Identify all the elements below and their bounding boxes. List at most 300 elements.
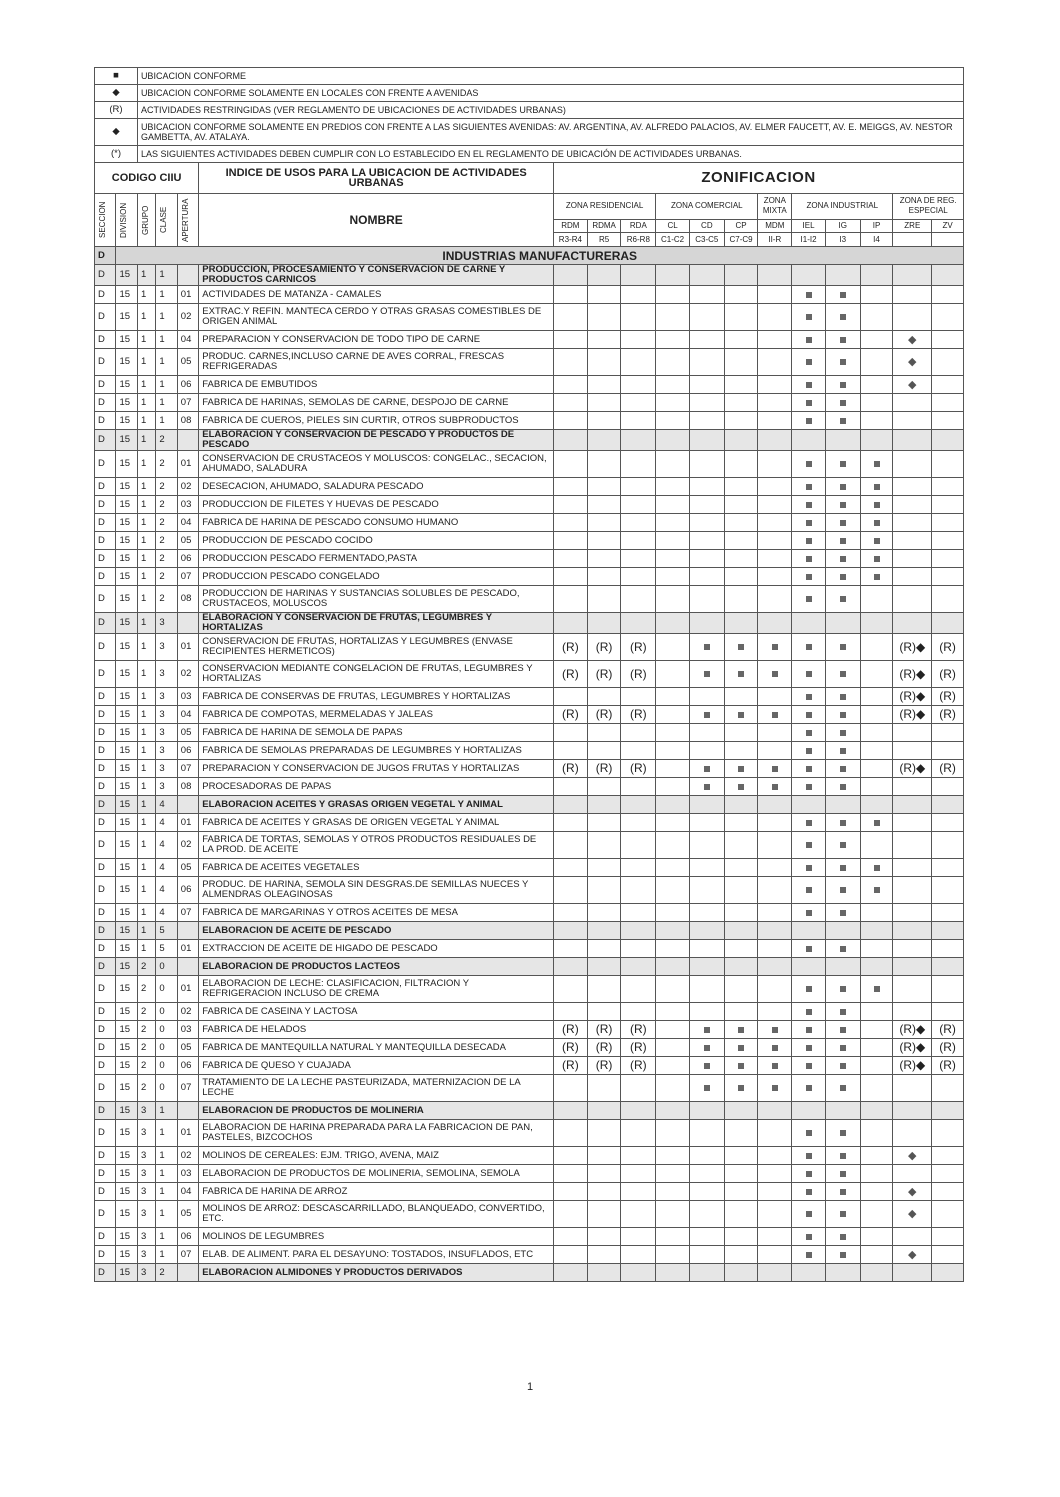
ciiu-code-cell: 1 (137, 778, 155, 796)
zone-mark-cell (792, 376, 826, 394)
table-row (95, 532, 964, 550)
conforme-mark-icon (806, 1009, 812, 1015)
zone-mark-cell (758, 904, 792, 922)
zone-mark-cell (758, 613, 792, 634)
zone-mark-cell (554, 568, 588, 586)
ciiu-code-cell: 07 (177, 1246, 198, 1264)
ciiu-code-cell: D (95, 1246, 116, 1264)
zone-mark-cell (932, 1264, 964, 1282)
zoning-table (94, 67, 964, 1282)
ciiu-code-cell: 1 (137, 760, 155, 778)
ciiu-code-cell: 07 (177, 394, 198, 412)
conforme-mark-icon (840, 1130, 846, 1136)
ciiu-code-cell: D (95, 496, 116, 514)
ciiu-code-cell: 15 (116, 904, 137, 922)
zone-code: CD (689, 219, 724, 233)
zone-mark-cell (656, 376, 690, 394)
zone-mark-cell (656, 496, 690, 514)
ciiu-code-cell: 02 (177, 661, 198, 688)
zone-mark-cell (587, 904, 621, 922)
conforme-mark-icon (840, 820, 846, 826)
zone-mark-cell (893, 1057, 932, 1075)
zone-mark-cell (825, 760, 860, 778)
legend-row (95, 68, 964, 85)
zone-mark-cell (621, 376, 656, 394)
zone-mark-cell (554, 634, 588, 661)
zone-mark-cell (860, 904, 893, 922)
zone-mark-cell (724, 412, 758, 430)
conforme-mark-icon (772, 784, 778, 790)
zone-mark-cell (554, 331, 588, 349)
zone-mark-cell (825, 394, 860, 412)
zone-mark-text: (R)◆ (899, 1040, 926, 1054)
zone-mark-cell (587, 1264, 621, 1282)
table-row (95, 742, 964, 760)
conforme-mark-icon (840, 1045, 846, 1051)
zone-mark-cell (554, 1246, 588, 1264)
zone-mark-cell (792, 661, 826, 688)
ciiu-code-cell: 5 (156, 922, 177, 940)
activity-name: ELABORACION Y CONSERVACION DE PESCADO Y PRODUCTOS DE PESCADO (199, 430, 554, 451)
ciiu-code-cell: 15 (116, 514, 137, 532)
zone-mark-cell (724, 478, 758, 496)
ciiu-code-cell: 1 (137, 304, 155, 331)
ciiu-code-cell: 15 (116, 1165, 137, 1183)
zone-mark-cell (621, 304, 656, 331)
table-row (95, 376, 964, 394)
zone-mark-cell (689, 958, 724, 976)
zone-mark-cell (792, 778, 826, 796)
conforme-mark-icon (806, 337, 812, 343)
zone-mark-cell (825, 331, 860, 349)
ciiu-code-cell: 3 (137, 1147, 155, 1165)
zone-mark-cell (860, 922, 893, 940)
zone-mark-cell (893, 1228, 932, 1246)
zone-mark-cell (860, 1075, 893, 1102)
zone-mark-cell (656, 304, 690, 331)
page-number: 1 (526, 1381, 534, 1393)
zone-mark-cell (932, 1246, 964, 1264)
zone-mark-cell (621, 550, 656, 568)
ciiu-code-cell: 1 (156, 265, 177, 286)
legend-text: UBICACION CONFORME SOLAMENTE EN PREDIOS CON FRENTE A LAS SIGUIENTES AVENIDAS: AV. ARGENTINA, AV. ALFREDO PALACIOS, AV. ELMER FAUCETT, AV. E. MEIGGS, AV. NESTOR GAMBETTA, AV. ATALAYA. (137, 119, 963, 146)
zone-mark-cell (758, 550, 792, 568)
zone-mark-cell (792, 1165, 826, 1183)
table-row (95, 940, 964, 958)
zone-mark-cell (621, 331, 656, 349)
ciiu-code-cell: 1 (156, 286, 177, 304)
zone-mark-cell (825, 661, 860, 688)
zone-mark-cell (860, 1165, 893, 1183)
ciiu-code-cell: 2 (137, 1075, 155, 1102)
zone-mark-cell (860, 304, 893, 331)
zone-mark-cell (724, 613, 758, 634)
zone-mark-cell (792, 1147, 826, 1165)
zone-mark-cell (825, 451, 860, 478)
zone-mark-cell (825, 514, 860, 532)
zone-mark-cell (689, 778, 724, 796)
zone-mark-cell (893, 778, 932, 796)
ciiu-code-cell: 06 (177, 742, 198, 760)
zone-subcode: I1-I2 (792, 233, 826, 247)
conforme-mark-icon (874, 556, 880, 562)
legend-symbol: (R) (95, 102, 138, 119)
conforme-mark-icon (704, 1027, 710, 1033)
zone-mark-cell (554, 613, 588, 634)
zone-mark-cell (587, 394, 621, 412)
zone-mark-cell (860, 514, 893, 532)
zone-mark-cell (724, 1201, 758, 1228)
ciiu-code-cell: 1 (137, 265, 155, 286)
zone-mark-cell (758, 286, 792, 304)
zone-mark-cell (893, 265, 932, 286)
table-row (95, 478, 964, 496)
ciiu-code-cell: D (95, 634, 116, 661)
conforme-mark-icon (874, 820, 880, 826)
zone-mark-cell (825, 613, 860, 634)
conforme-mark-icon (874, 484, 880, 490)
zone-mark-cell (932, 1165, 964, 1183)
zone-mark-cell (792, 706, 826, 724)
zone-mark-cell (587, 1039, 621, 1057)
zone-mark-cell (689, 613, 724, 634)
zone-mark-text: (R)◆ (899, 639, 926, 654)
ciiu-code-cell: D (95, 859, 116, 877)
zone-mark-cell (587, 496, 621, 514)
zone-mark-cell (554, 1003, 588, 1021)
activity-name: FABRICA DE HELADOS (199, 1021, 554, 1039)
zone-mark-cell (893, 661, 932, 688)
zone-mark-cell (724, 550, 758, 568)
zone-mark-cell (587, 877, 621, 904)
zone-mark-cell (689, 1246, 724, 1264)
ciiu-code-cell: 1 (156, 1183, 177, 1201)
ciiu-code-cell: 15 (116, 1228, 137, 1246)
zone-code: IEL (792, 219, 826, 233)
zone-mark-cell (587, 304, 621, 331)
zone-code: ZRE (893, 219, 932, 233)
ciiu-code-cell (177, 1102, 198, 1120)
conforme-mark-icon (840, 784, 846, 790)
zone-mark-cell (587, 796, 621, 814)
ciiu-code-cell: 1 (137, 496, 155, 514)
conforme-mark-icon (840, 1153, 846, 1159)
zone-mark-cell (621, 349, 656, 376)
zone-mark-cell (587, 613, 621, 634)
legend-symbol: ◆ (95, 85, 138, 102)
zone-mark-cell (554, 412, 588, 430)
zone-mark-cell (825, 796, 860, 814)
zone-mark-cell (893, 532, 932, 550)
zone-mark-cell (554, 286, 588, 304)
ciiu-code-cell: D (95, 796, 116, 814)
zone-mark-cell (932, 904, 964, 922)
ciiu-code-cell (177, 796, 198, 814)
zone-mark-cell (825, 1228, 860, 1246)
ciiu-code-cell: 1 (137, 922, 155, 940)
conforme-mark-icon (840, 1063, 846, 1069)
zone-mark-cell (587, 1057, 621, 1075)
zone-mark-cell (554, 976, 588, 1003)
zone-mark-cell (621, 586, 656, 613)
activity-name: ELABORACION ALMIDONES Y PRODUCTOS DERIVADOS (199, 1264, 554, 1282)
zone-mark-cell (656, 778, 690, 796)
activity-name: ELABORACION ACEITES Y GRASAS ORIGEN VEGETAL Y ANIMAL (199, 796, 554, 814)
zone-mark-cell (587, 586, 621, 613)
zone-mark-cell (860, 832, 893, 859)
table-row (95, 634, 964, 661)
col-nombre: NOMBRE (199, 194, 554, 247)
ciiu-code-cell: 4 (156, 859, 177, 877)
ciiu-code-cell: 1 (137, 514, 155, 532)
table-row (95, 286, 964, 304)
zone-mark-cell (689, 1228, 724, 1246)
legend-row (95, 102, 964, 119)
zone-mark-cell (758, 394, 792, 412)
table-row (95, 1165, 964, 1183)
zone-mark-cell (587, 451, 621, 478)
zone-mark-cell (724, 976, 758, 1003)
zone-mark-cell (724, 568, 758, 586)
zone-mark-cell (689, 451, 724, 478)
zone-mark-cell (656, 478, 690, 496)
zone-mark-cell (587, 1228, 621, 1246)
zone-mark-text: (R) (562, 761, 579, 775)
zone-mark-cell (621, 412, 656, 430)
zone-mark-cell (893, 742, 932, 760)
zone-mark-text: (R) (630, 1040, 647, 1054)
zone-mark-cell (792, 586, 826, 613)
zone-mark-cell (893, 514, 932, 532)
zone-mark-cell (932, 958, 964, 976)
ciiu-code-cell: 04 (177, 514, 198, 532)
zone-mark-cell (758, 532, 792, 550)
zone-mark-text: (R) (595, 666, 613, 681)
zone-mark-cell (689, 286, 724, 304)
activity-name: FABRICA DE MARGARINAS Y OTROS ACEITES DE MESA (199, 904, 554, 922)
zone-mark-cell (587, 265, 621, 286)
zone-mark-text: (R)◆ (899, 666, 926, 681)
ciiu-code-cell: 01 (177, 286, 198, 304)
conforme-mark-icon (806, 556, 812, 562)
zone-mark-cell (860, 796, 893, 814)
zone-mark-cell (893, 904, 932, 922)
zone-subcode: R5 (587, 233, 621, 247)
activity-name: ACTIVIDADES DE MATANZA - CAMALES (199, 286, 554, 304)
zone-mark-cell (758, 412, 792, 430)
zone-mark-cell (825, 586, 860, 613)
ciiu-code-cell: 1 (137, 550, 155, 568)
zone-mark-cell (758, 1201, 792, 1228)
zone-mark-text: (R)◆ (899, 761, 926, 775)
ciiu-code-cell: 15 (116, 661, 137, 688)
ciiu-code-cell: 04 (177, 331, 198, 349)
zone-mark-cell (587, 349, 621, 376)
zone-mark-cell (792, 349, 826, 376)
zone-mark-cell (554, 304, 588, 331)
conforme-mark-icon (840, 986, 846, 992)
table-row (95, 451, 964, 478)
ciiu-code-cell: 15 (116, 586, 137, 613)
ciiu-code-cell: 1 (137, 286, 155, 304)
zone-mark-cell (621, 877, 656, 904)
ciiu-code-cell: D (95, 940, 116, 958)
zone-mark-cell (825, 1120, 860, 1147)
ciiu-code-cell: D (95, 376, 116, 394)
zone-mark-cell (621, 859, 656, 877)
activity-name: ELABORACION DE PRODUCTOS DE MOLINERIA (199, 1102, 554, 1120)
zone-mark-cell (825, 1183, 860, 1201)
zone-mark-cell (860, 532, 893, 550)
zone-mark-cell (554, 265, 588, 286)
zone-mark-cell (621, 394, 656, 412)
zone-mark-cell (724, 451, 758, 478)
ciiu-code-cell: 15 (116, 550, 137, 568)
zone-mark-cell (724, 1102, 758, 1120)
conforme-mark-icon (806, 382, 812, 388)
zone-mark-cell (656, 742, 690, 760)
zone-mark-cell (621, 742, 656, 760)
zone-mark-cell (932, 1147, 964, 1165)
ciiu-code-cell: 0 (156, 1075, 177, 1102)
zone-mark-cell (621, 688, 656, 706)
conforme-mark-icon (806, 784, 812, 790)
zone-mark-cell (587, 430, 621, 451)
zone-mark-cell (932, 532, 964, 550)
ciiu-code-cell: 15 (116, 1075, 137, 1102)
ciiu-code-cell: D (95, 778, 116, 796)
zone-mark-text: (R)◆ (899, 1022, 926, 1036)
ciiu-code-cell: 0 (156, 958, 177, 976)
ciiu-code-cell: D (95, 1039, 116, 1057)
zone-mark-cell (860, 1039, 893, 1057)
zone-mark-cell (724, 1021, 758, 1039)
table-row (95, 331, 964, 349)
zone-mark-text: (R) (630, 761, 647, 775)
zone-mark-cell (932, 814, 964, 832)
zone-mark-cell (758, 877, 792, 904)
conforme-mark-icon (806, 946, 812, 952)
ciiu-code-cell (177, 958, 198, 976)
table-row (95, 661, 964, 688)
zone-mark-cell (893, 286, 932, 304)
zone-mark-cell (825, 1003, 860, 1021)
ciiu-code-cell: 3 (137, 1201, 155, 1228)
conforme-mark-icon (806, 865, 812, 871)
ciiu-code-cell: 1 (156, 349, 177, 376)
zone-mark-cell (825, 550, 860, 568)
zone-mark-cell (656, 1228, 690, 1246)
conforme-mark-icon (704, 1045, 710, 1051)
ciiu-code-cell: 06 (177, 877, 198, 904)
ciiu-code-cell: 2 (137, 1021, 155, 1039)
ciiu-code-cell: 15 (116, 496, 137, 514)
ciiu-code-cell: 07 (177, 1075, 198, 1102)
table-row (95, 1003, 964, 1021)
zone-mark-cell (554, 1021, 588, 1039)
ciiu-code-cell: D (95, 958, 116, 976)
zone-code: IG (825, 219, 860, 233)
zone-mark-cell (621, 613, 656, 634)
zone-mark-cell (587, 286, 621, 304)
zone-mark-cell (792, 514, 826, 532)
ciiu-code-cell: D (95, 661, 116, 688)
ciiu-code-cell: 3 (156, 742, 177, 760)
zone-subcode: C7-C9 (724, 233, 758, 247)
zone-mark-text: ◆ (908, 1208, 917, 1220)
zone-mark-cell (554, 1201, 588, 1228)
zone-mark-cell (656, 724, 690, 742)
zone-mark-cell (860, 478, 893, 496)
zone-mark-cell (656, 613, 690, 634)
ciiu-code-cell: 4 (156, 877, 177, 904)
activity-name: FABRICA DE EMBUTIDOS (199, 376, 554, 394)
zone-mark-cell (758, 1057, 792, 1075)
zone-mark-text: (R)◆ (899, 689, 926, 703)
conforme-mark-icon (840, 712, 846, 718)
zone-mark-text: (R) (939, 666, 956, 681)
zone-mark-cell (860, 568, 893, 586)
zone-mark-cell (825, 1075, 860, 1102)
ciiu-code-cell: 05 (177, 349, 198, 376)
table-row (95, 394, 964, 412)
zone-mark-cell (621, 496, 656, 514)
zone-mark-cell (758, 1264, 792, 1282)
zone-mark-cell (554, 376, 588, 394)
zone-mark-cell (932, 778, 964, 796)
ciiu-code-cell: 15 (116, 877, 137, 904)
zone-mark-cell (792, 796, 826, 814)
ciiu-code-cell: D (95, 877, 116, 904)
ciiu-code-cell: 15 (116, 478, 137, 496)
zone-mark-cell (587, 550, 621, 568)
zone-mark-cell (689, 688, 724, 706)
zone-mark-cell (724, 724, 758, 742)
zone-mark-cell (689, 568, 724, 586)
zone-mark-text: (R) (630, 1058, 647, 1072)
zone-mark-cell (656, 661, 690, 688)
zone-mark-cell (792, 1057, 826, 1075)
zone-mark-cell (825, 706, 860, 724)
zone-mark-cell (621, 1057, 656, 1075)
zone-mark-cell (724, 940, 758, 958)
zona-comercial: ZONA COMERCIAL (656, 194, 758, 220)
zone-mark-cell (689, 376, 724, 394)
zone-mark-cell (792, 265, 826, 286)
zone-mark-cell (792, 568, 826, 586)
col-seccion: SECCION (95, 194, 116, 247)
zone-mark-cell (860, 1057, 893, 1075)
ciiu-code-cell: 1 (137, 412, 155, 430)
zone-mark-cell (758, 634, 792, 661)
zone-mark-cell (724, 877, 758, 904)
zone-mark-cell (792, 286, 826, 304)
document-page (94, 67, 964, 1282)
ciiu-code-cell: 1 (156, 1165, 177, 1183)
legend (95, 68, 964, 163)
activity-name: ELABORACION DE LECHE: CLASIFICACION, FILTRACION Y REFRIGERACION INCLUSO DE CREMA (199, 976, 554, 1003)
zone-mark-cell (554, 796, 588, 814)
ciiu-code-cell: D (95, 478, 116, 496)
zone-mark-cell (656, 940, 690, 958)
zone-mark-cell (554, 1147, 588, 1165)
zone-mark-cell (860, 1228, 893, 1246)
zone-mark-text: (R) (939, 1058, 956, 1072)
zone-mark-cell (932, 1102, 964, 1120)
conforme-mark-icon (840, 842, 846, 848)
ciiu-code-cell: 2 (156, 568, 177, 586)
conforme-mark-icon (806, 1153, 812, 1159)
